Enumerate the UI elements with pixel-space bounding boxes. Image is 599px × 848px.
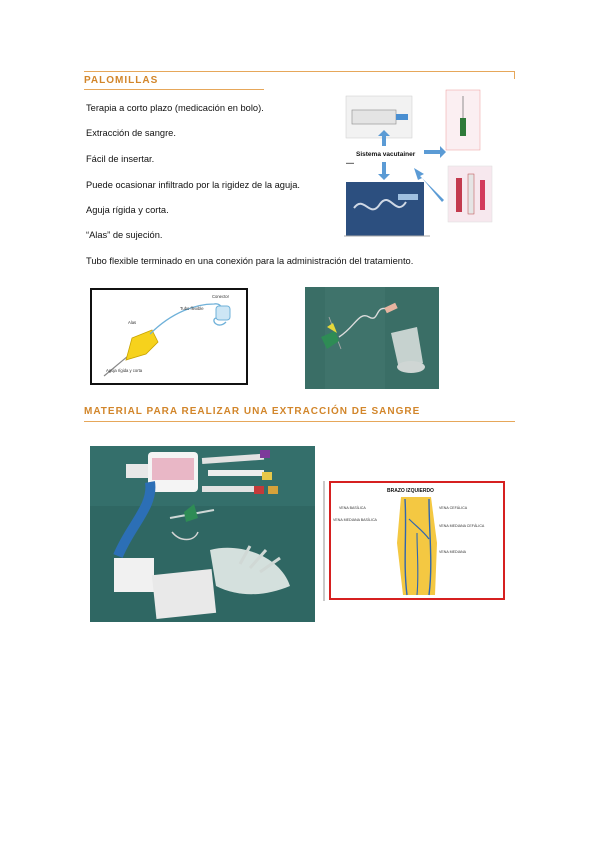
arm-diagram-title: BRAZO IZQUIERDO <box>387 488 434 494</box>
section-title-material: MATERIAL PARA REALIZAR UNA EXTRACCIÓN DE SANGRE <box>84 406 421 417</box>
arm-label: VENA BASÍLICA <box>339 506 366 510</box>
butterfly-diagram <box>90 288 248 385</box>
diagram-label-tubo: Tubo flexible <box>180 306 204 311</box>
section-rule <box>84 71 515 72</box>
bullet-line: Puede ocasionar infiltrado por la rigidez de la aguja. <box>86 180 300 190</box>
vacutainer-label: Sistema vacutainer <box>356 151 416 158</box>
vacutainer-figure <box>340 88 500 238</box>
section-underline <box>84 421 515 422</box>
bullet-line: Aguja rígida y corta. <box>86 205 169 215</box>
bullet-line: Fácil de insertar. <box>86 154 155 164</box>
butterfly-photo <box>305 287 439 389</box>
arm-veins-diagram <box>329 481 505 600</box>
material-photo <box>90 446 315 622</box>
arm-label: VENA MEDIANA <box>439 550 466 554</box>
svg-text:▬▬: ▬▬ <box>346 160 354 165</box>
arm-label: VENA CEFÁLICA <box>439 506 468 510</box>
section-title-palomillas: PALOMILLAS <box>84 75 159 86</box>
diagram-label-conector: Conector <box>212 294 229 299</box>
section-underline <box>84 89 264 90</box>
diagram-label-alas: Alas <box>128 320 137 325</box>
bullet-line: Terapia a corto plazo (medicación en bolo). <box>86 103 264 113</box>
bullet-line: Extracción de sangre. <box>86 128 176 138</box>
bullet-line: Tubo flexible terminado en una conexión para la administración del tratamiento. <box>86 256 414 266</box>
separator <box>323 481 325 601</box>
diagram-label-aguja: Aguja rígida y corta <box>106 368 143 373</box>
bullet-line: “Alas” de sujeción. <box>86 230 163 240</box>
arm-label: VENA MEDIANA CEFÁLICA <box>439 524 485 528</box>
section-rule-end <box>514 71 515 79</box>
arm-label: VENA MEDIANA BASÍLICA <box>333 518 377 522</box>
